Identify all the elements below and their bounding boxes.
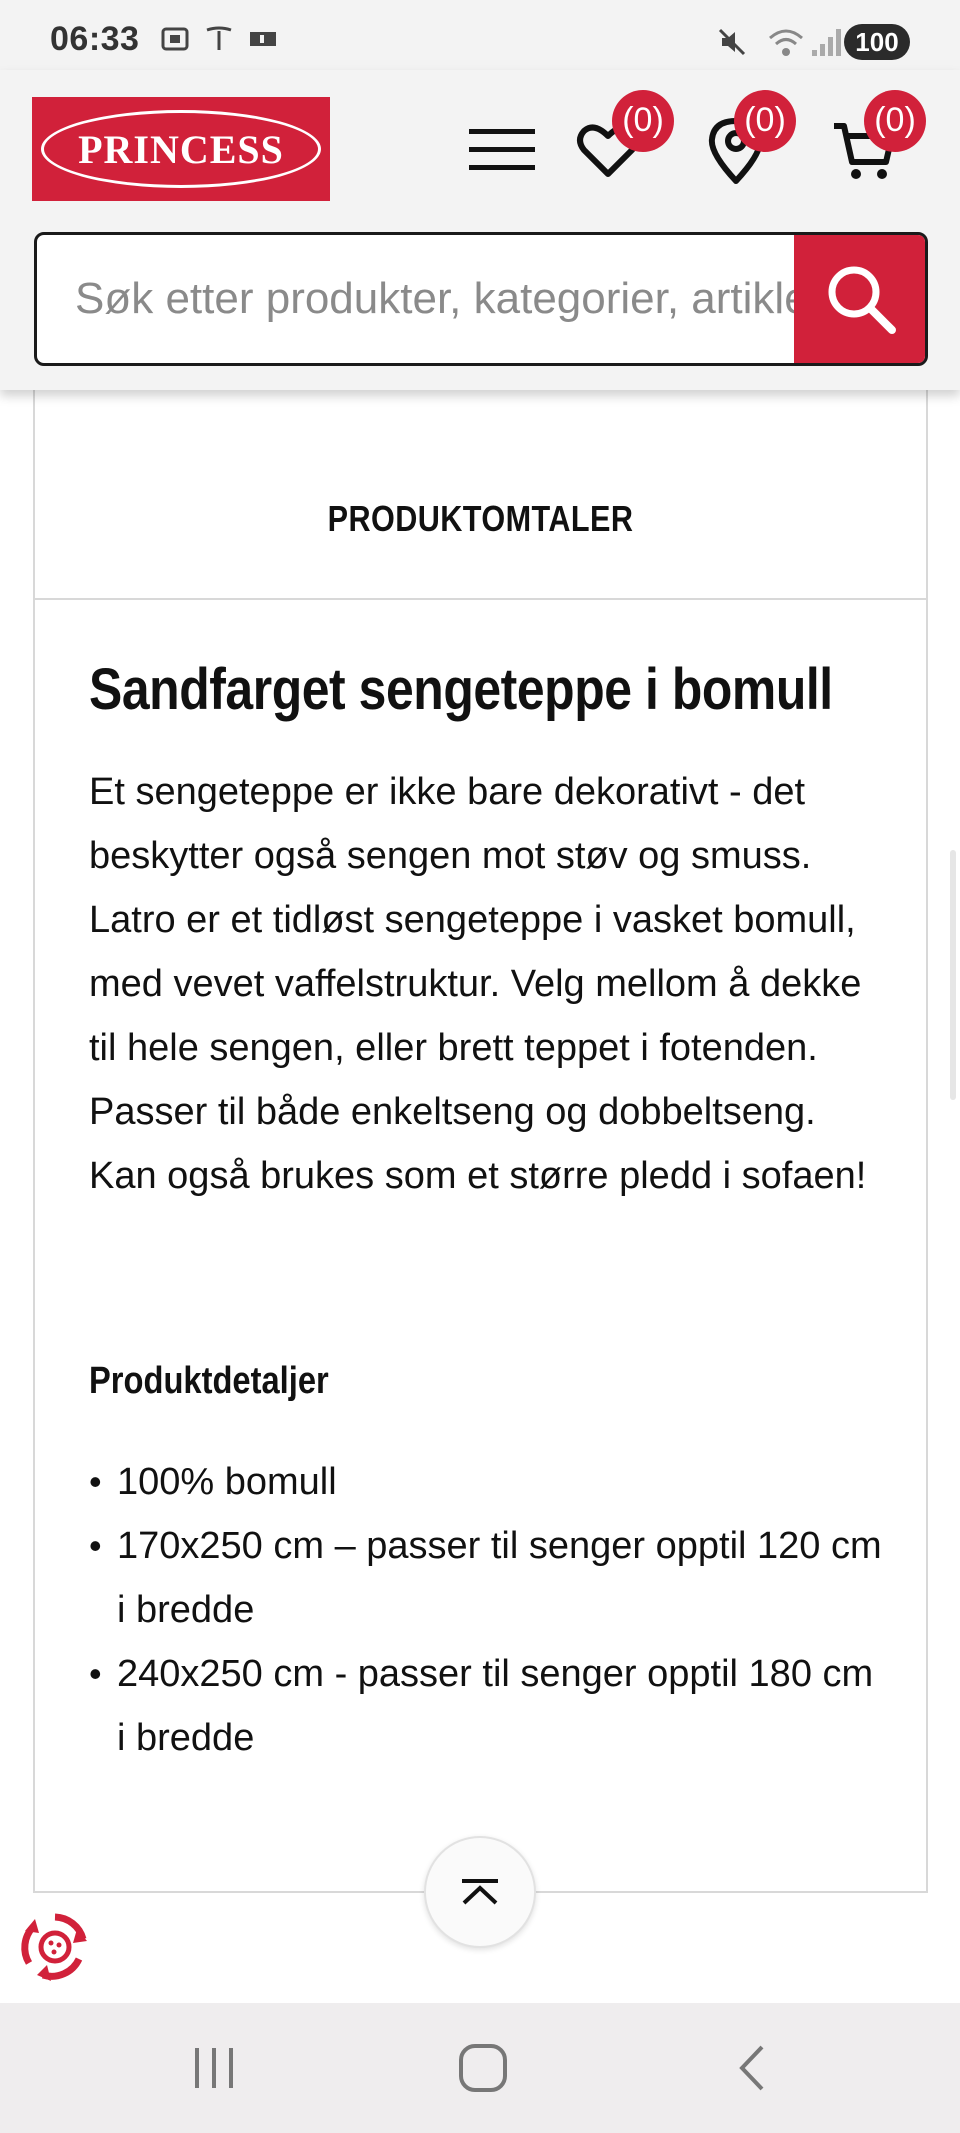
search-icon [824,262,898,336]
recycle-icon [17,1909,93,1985]
details-list [89,1450,889,1770]
hamburger-icon [467,125,537,175]
back-icon [734,2041,770,2095]
site-header [0,70,960,390]
system-navigation-bar [0,2003,960,2133]
home-button[interactable] [443,2033,523,2103]
search-input[interactable] [37,235,797,363]
status-system-icons [700,20,960,64]
stores-count-badge: (0) [734,90,796,152]
back-button[interactable] [712,2033,792,2103]
recent-apps-icon [189,2044,239,2092]
screenshot-icon [160,26,190,52]
details-item: • 100% bomull [89,1450,889,1514]
wishlist-count-badge: (0) [612,90,674,152]
search-button[interactable] [794,232,928,366]
recent-apps-button[interactable] [174,2033,254,2103]
search-bar [34,232,928,366]
eco-widget-button[interactable] [14,1906,96,1988]
tab-product-reviews[interactable]: PRODUKTOMTALER [327,498,634,539]
status-time: 06:33 [50,20,140,58]
product-description: Et sengeteppe er ikke bare dekorativt - det beskytter også sengen mot støv og smuss. Latro er et tidløst sengeteppe i vasket bomull, med vevet vaffelstruktur. Velg mellom å dekke til hele sengen, eller brett teppet i fotenden. Passer til både enkeltseng og dobbeltseng. Kan også brukes som et større pledd i sofaen! [89,771,867,1197]
details-item: • 170x250 cm – passer til senger opptil 120 cm i bredde [89,1514,889,1642]
chevron-up-icon [458,1877,502,1907]
cart-button[interactable] [824,101,916,190]
signal-icon [810,26,844,58]
cart-count-badge: (0) [864,90,926,152]
wifi-icon [766,24,806,60]
product-title: Sandfarget sengeteppe i bomull [89,657,833,722]
logo-oval [41,110,321,188]
scroll-to-top-button[interactable] [424,1836,536,1948]
product-tabs [33,370,928,600]
princess-logo[interactable] [32,97,330,201]
logo-text: PRINCESS [78,126,284,172]
card-icon [248,26,278,52]
menu-button[interactable] [462,110,542,190]
details-item: • 240x250 cm - passer til senger opptil 180 cm i bredde [89,1642,889,1770]
battery-indicator: 100 [844,24,910,60]
status-notification-icons [160,26,278,52]
product-description-panel [33,598,928,1893]
details-heading: Produktdetaljer [89,1360,329,1402]
stores-button[interactable] [696,101,786,190]
mute-icon [716,26,748,58]
home-icon [456,2041,510,2095]
wishlist-button[interactable] [568,101,664,190]
status-bar [0,0,960,70]
page-scrollbar[interactable] [950,850,956,1100]
tesla-icon [204,26,234,52]
